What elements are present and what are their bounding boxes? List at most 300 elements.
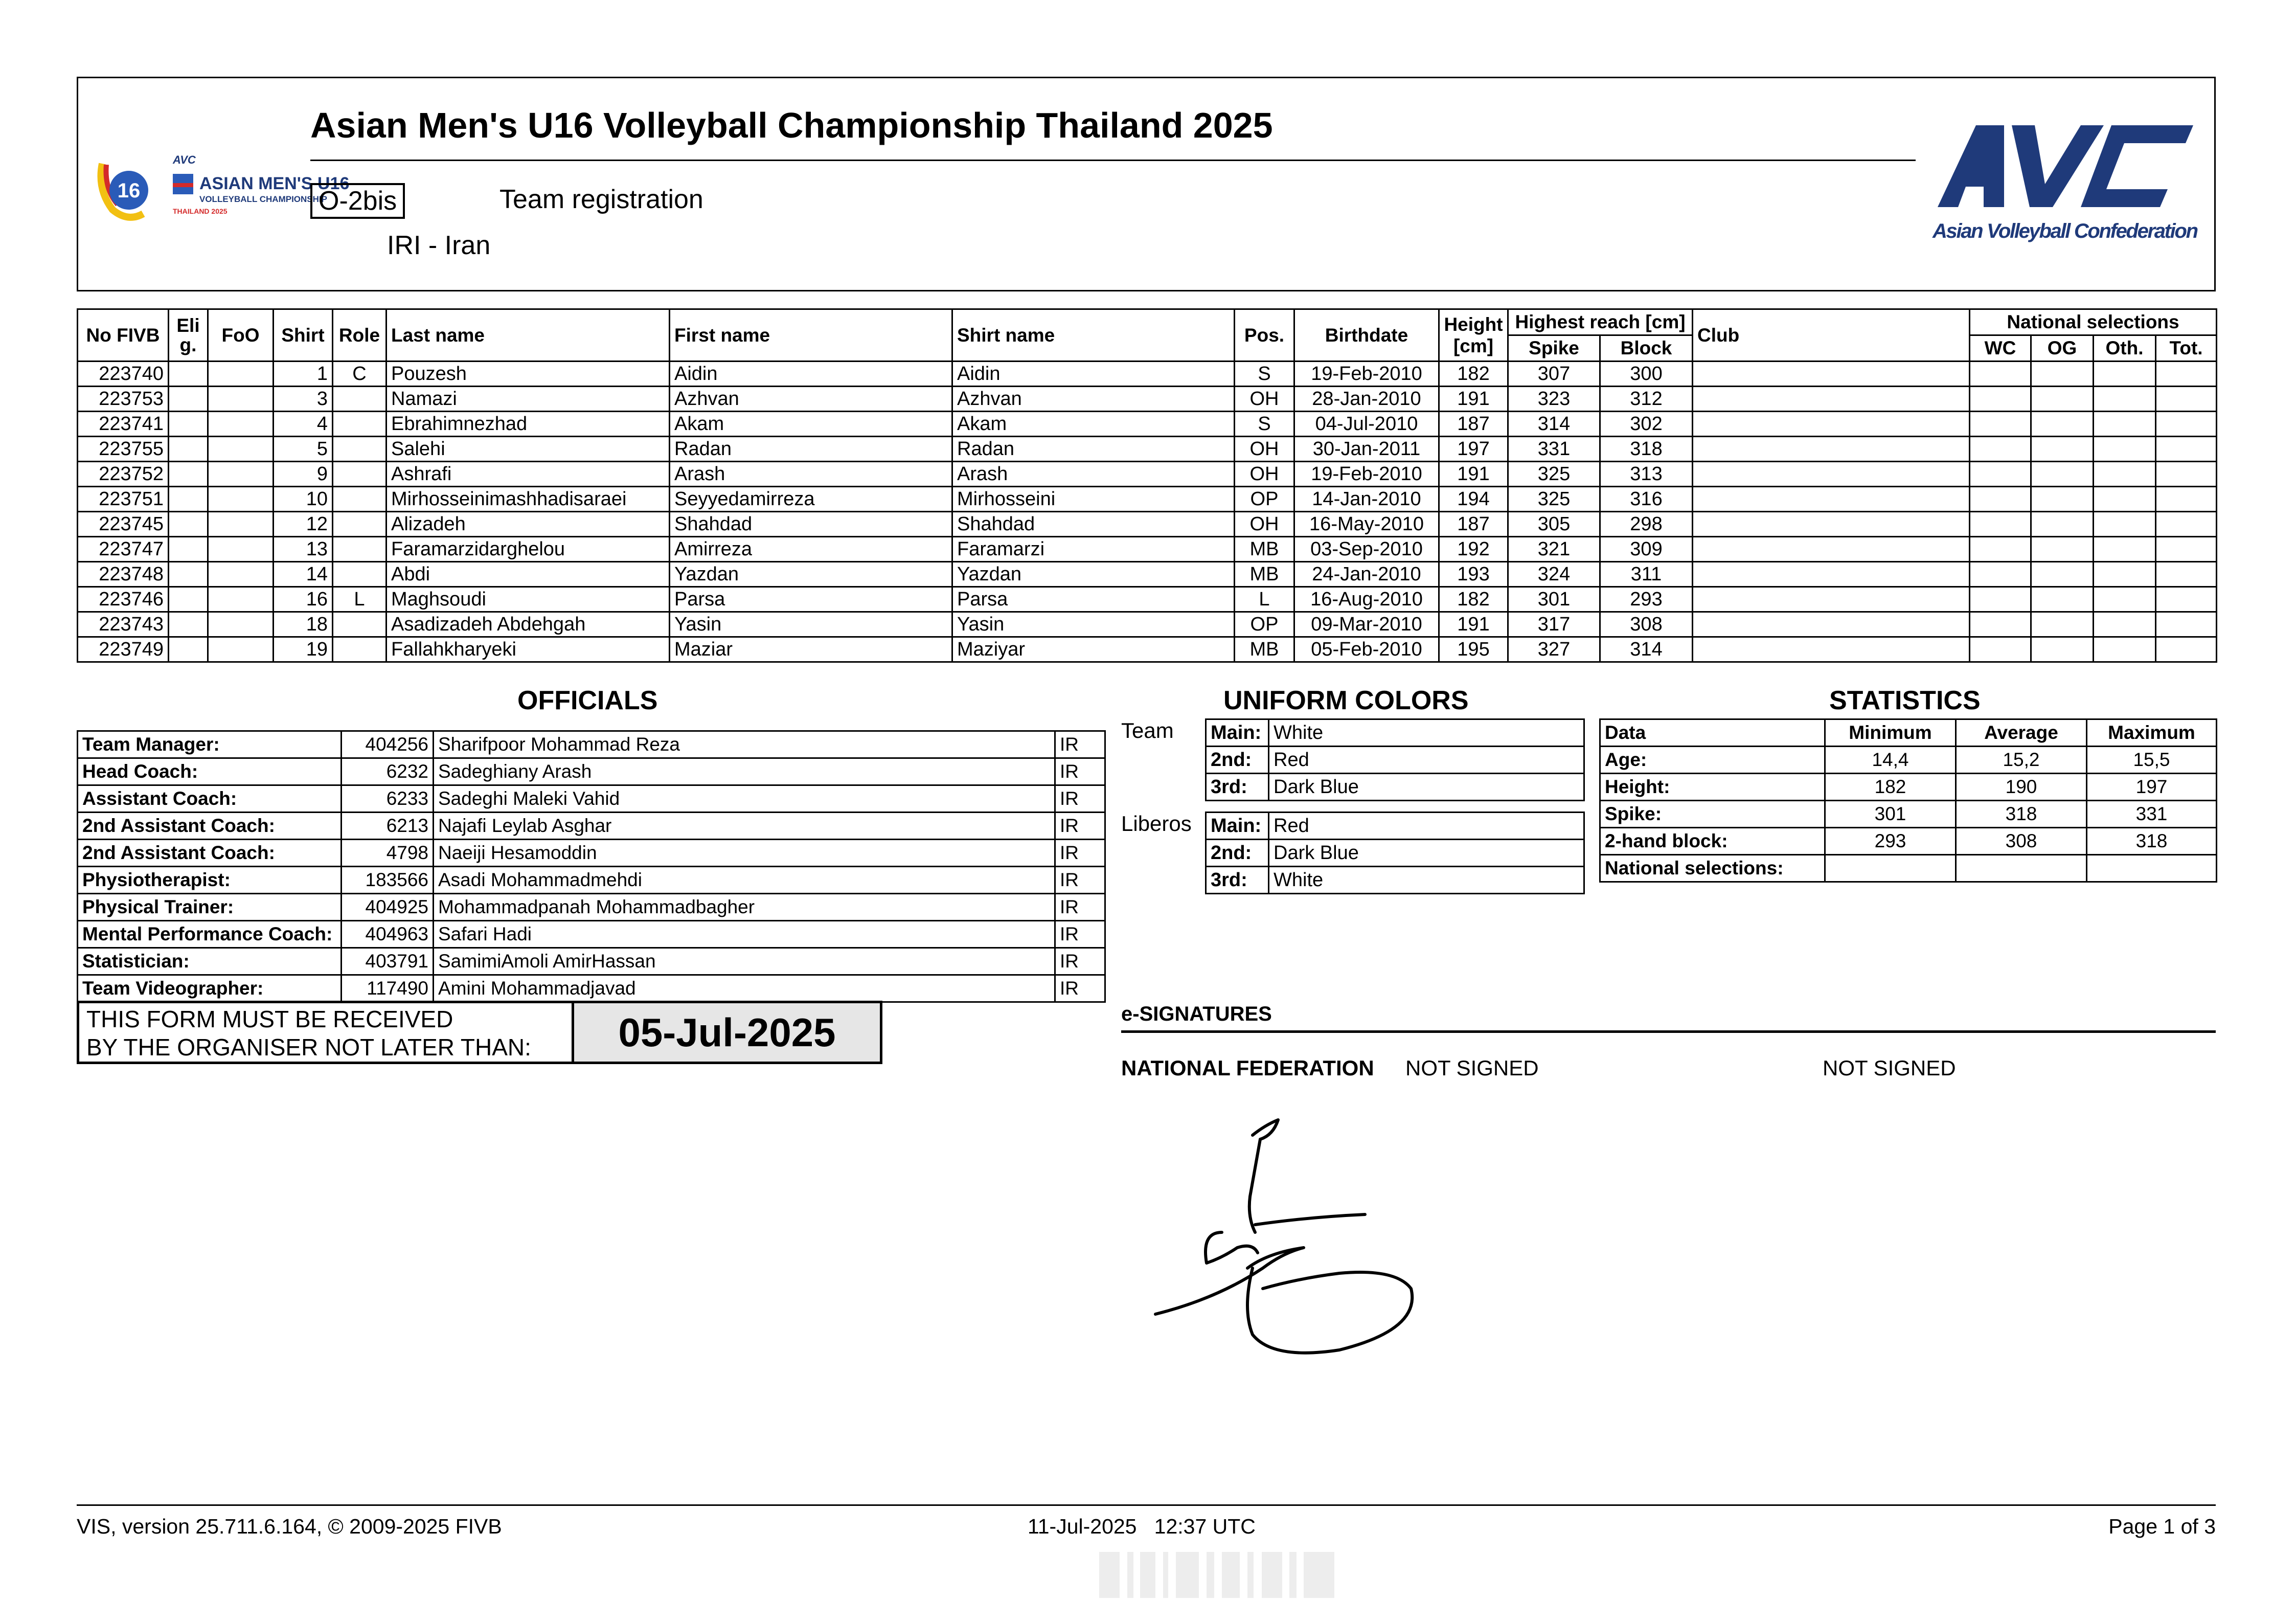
uniform-team-body	[1206, 719, 1584, 801]
statistics-row	[1600, 828, 2217, 855]
official-id: 183566	[342, 867, 434, 894]
player-og-cell	[2031, 487, 2094, 512]
player-elig	[169, 562, 208, 587]
federation-status-2: NOT SIGNED	[1823, 1056, 1956, 1080]
player-row	[78, 437, 2217, 462]
player-og-cell	[2031, 362, 2094, 387]
player-role	[333, 512, 387, 537]
player-foo	[208, 537, 274, 562]
deadline-date: 05-Jul-2025	[574, 1003, 880, 1062]
official-id: 404256	[342, 731, 434, 758]
player-height: 187	[1439, 512, 1508, 537]
form-code: O-2bis	[310, 183, 405, 219]
official-id: 117490	[342, 975, 434, 1002]
uniform-liberos-table	[1205, 812, 1585, 894]
player-wc-cell	[1970, 412, 2031, 437]
stats-col-avg: Average	[1956, 719, 2087, 747]
player-tot-cell	[2156, 412, 2217, 437]
player-position: OH	[1235, 512, 1294, 537]
player-og-cell	[2031, 612, 2094, 637]
player-fivb-no: 223746	[78, 587, 169, 612]
official-role: 2nd Assistant Coach:	[78, 813, 342, 840]
player-height: 191	[1439, 387, 1508, 412]
player-position: L	[1235, 587, 1294, 612]
uniform-color: Dark Blue	[1269, 774, 1584, 801]
player-oth-cell	[2094, 537, 2156, 562]
player-shirt: 10	[274, 487, 333, 512]
uniform-color: White	[1269, 867, 1584, 894]
player-position: MB	[1235, 637, 1294, 662]
player-tot-cell	[2156, 512, 2217, 537]
player-shirt-name: Mirhosseini	[952, 487, 1235, 512]
stat-maximum: 15,5	[2087, 747, 2217, 774]
player-row	[78, 387, 2217, 412]
stats-col-min: Minimum	[1825, 719, 1956, 747]
player-block: 314	[1600, 637, 1693, 662]
official-row	[78, 867, 1105, 894]
player-foo	[208, 637, 274, 662]
uniform-slot: 2nd:	[1206, 840, 1269, 867]
stat-average: 308	[1956, 828, 2087, 855]
player-role	[333, 487, 387, 512]
player-wc-cell	[1970, 512, 2031, 537]
player-oth-cell	[2094, 612, 2156, 637]
player-oth-cell	[2094, 487, 2156, 512]
official-nationality: IR	[1055, 840, 1105, 867]
player-oth-cell	[2094, 562, 2156, 587]
player-height: 195	[1439, 637, 1508, 662]
player-row	[78, 412, 2217, 437]
official-role: Statistician:	[78, 948, 342, 975]
stat-average: 318	[1956, 801, 2087, 828]
stat-maximum: 331	[2087, 801, 2217, 828]
player-shirt-name: Arash	[952, 462, 1235, 487]
player-first-name: Arash	[670, 462, 952, 487]
footer-timestamp: 11-Jul-2025 12:37 UTC	[1028, 1515, 1256, 1538]
player-elig	[169, 437, 208, 462]
player-last-name: Namazi	[387, 387, 670, 412]
player-shirt: 5	[274, 437, 333, 462]
stat-label: 2-hand block:	[1600, 828, 1825, 855]
player-elig	[169, 462, 208, 487]
stat-maximum: 197	[2087, 774, 2217, 801]
player-birthdate: 30-Jan-2011	[1294, 437, 1439, 462]
player-position: OH	[1235, 462, 1294, 487]
official-id: 6233	[342, 785, 434, 813]
player-first-name: Parsa	[670, 587, 952, 612]
uniform-row	[1206, 813, 1584, 840]
player-block: 313	[1600, 462, 1693, 487]
player-shirt-name: Maziyar	[952, 637, 1235, 662]
footer-version: VIS, version 25.711.6.164, © 2009-2025 FIVB	[77, 1515, 502, 1538]
uniform-slot: Main:	[1206, 719, 1269, 747]
handwritten-signature	[1145, 1115, 1431, 1365]
player-last-name: Abdi	[387, 562, 670, 587]
player-shirt-name: Radan	[952, 437, 1235, 462]
player-position: MB	[1235, 537, 1294, 562]
player-row	[78, 562, 2217, 587]
player-birthdate: 04-Jul-2010	[1294, 412, 1439, 437]
player-tot-cell	[2156, 487, 2217, 512]
player-og-cell	[2031, 562, 2094, 587]
official-row	[78, 840, 1105, 867]
event-logo-badge: 16	[117, 179, 141, 202]
official-id: 6213	[342, 813, 434, 840]
player-block: 293	[1600, 587, 1693, 612]
stat-label: Spike:	[1600, 801, 1825, 828]
col-last-name: Last name	[387, 309, 670, 362]
uniform-row	[1206, 719, 1584, 747]
player-block: 309	[1600, 537, 1693, 562]
avc-logo-caption: Asian Volleyball Confederation	[1933, 220, 2198, 242]
player-row	[78, 462, 2217, 487]
official-name: Naeiji Hesamoddin	[434, 840, 1055, 867]
uniform-slot: 3rd:	[1206, 867, 1269, 894]
player-oth-cell	[2094, 387, 2156, 412]
official-name: Amini Mohammadjavad	[434, 975, 1055, 1002]
player-foo	[208, 437, 274, 462]
player-club-cell	[1693, 487, 1970, 512]
player-birthdate: 09-Mar-2010	[1294, 612, 1439, 637]
player-club-cell	[1693, 612, 1970, 637]
player-og-cell	[2031, 462, 2094, 487]
player-tot-cell	[2156, 587, 2217, 612]
player-first-name: Akam	[670, 412, 952, 437]
official-id: 6232	[342, 758, 434, 785]
official-row	[78, 758, 1105, 785]
player-fivb-no: 223740	[78, 362, 169, 387]
player-wc-cell	[1970, 537, 2031, 562]
official-name: Asadi Mohammadmehdi	[434, 867, 1055, 894]
player-shirt: 18	[274, 612, 333, 637]
player-elig	[169, 512, 208, 537]
player-height: 193	[1439, 562, 1508, 587]
player-wc-cell	[1970, 562, 2031, 587]
player-spike: 331	[1508, 437, 1600, 462]
player-birthdate: 28-Jan-2010	[1294, 387, 1439, 412]
official-nationality: IR	[1055, 894, 1105, 921]
player-spike: 321	[1508, 537, 1600, 562]
player-spike: 317	[1508, 612, 1600, 637]
official-row	[78, 894, 1105, 921]
official-row	[78, 948, 1105, 975]
esignatures-rule	[1121, 1030, 2216, 1033]
official-role: Mental Performance Coach:	[78, 921, 342, 948]
officials-title: OFFICIALS	[517, 686, 658, 715]
official-name: Sadeghi Maleki Vahid	[434, 785, 1055, 813]
player-elig	[169, 537, 208, 562]
official-nationality: IR	[1055, 758, 1105, 785]
player-og-cell	[2031, 412, 2094, 437]
player-first-name: Amirreza	[670, 537, 952, 562]
player-position: S	[1235, 362, 1294, 387]
deadline-text	[79, 1003, 574, 1062]
stat-minimum: 301	[1825, 801, 1956, 828]
deadline-line1: THIS FORM MUST BE RECEIVED	[86, 1006, 453, 1032]
player-oth-cell	[2094, 637, 2156, 662]
official-nationality: IR	[1055, 785, 1105, 813]
player-spike: 323	[1508, 387, 1600, 412]
player-og-cell	[2031, 637, 2094, 662]
player-spike: 301	[1508, 587, 1600, 612]
uniform-row	[1206, 747, 1584, 774]
player-row	[78, 487, 2217, 512]
statistics-row	[1600, 774, 2217, 801]
player-og-cell	[2031, 537, 2094, 562]
stats-col-data: Data	[1600, 719, 1825, 747]
col-elig: Eli g.	[169, 309, 208, 362]
stat-average	[1956, 855, 2087, 882]
uniform-color: Red	[1269, 747, 1584, 774]
player-club-cell	[1693, 537, 1970, 562]
uniform-row	[1206, 774, 1584, 801]
stat-minimum: 182	[1825, 774, 1956, 801]
player-spike: 325	[1508, 462, 1600, 487]
official-id: 404925	[342, 894, 434, 921]
player-last-name: Maghsoudi	[387, 587, 670, 612]
official-nationality: IR	[1055, 948, 1105, 975]
player-height: 182	[1439, 587, 1508, 612]
official-role: Team Videographer:	[78, 975, 342, 1002]
player-spike: 314	[1508, 412, 1600, 437]
player-birthdate: 16-May-2010	[1294, 512, 1439, 537]
player-oth-cell	[2094, 462, 2156, 487]
player-tot-cell	[2156, 537, 2217, 562]
player-fivb-no: 223745	[78, 512, 169, 537]
col-pos: Pos.	[1235, 309, 1294, 362]
uniform-team-table	[1205, 718, 1585, 801]
player-first-name: Aidin	[670, 362, 952, 387]
statistics-table	[1599, 718, 2217, 883]
col-tot: Tot.	[2156, 335, 2217, 362]
player-club-cell	[1693, 412, 1970, 437]
player-wc-cell	[1970, 612, 2031, 637]
player-og-cell	[2031, 387, 2094, 412]
player-fivb-no: 223748	[78, 562, 169, 587]
stat-minimum	[1825, 855, 1956, 882]
player-club-cell	[1693, 387, 1970, 412]
player-shirt-name: Yazdan	[952, 562, 1235, 587]
player-elig	[169, 362, 208, 387]
uniform-row	[1206, 840, 1584, 867]
statistics-title: STATISTICS	[1829, 686, 1981, 715]
player-og-cell	[2031, 437, 2094, 462]
player-birthdate: 24-Jan-2010	[1294, 562, 1439, 587]
official-id: 403791	[342, 948, 434, 975]
official-role: Head Coach:	[78, 758, 342, 785]
official-role: Physiotherapist:	[78, 867, 342, 894]
official-nationality: IR	[1055, 731, 1105, 758]
player-birthdate: 16-Aug-2010	[1294, 587, 1439, 612]
player-birthdate: 05-Feb-2010	[1294, 637, 1439, 662]
officials-body	[78, 731, 1105, 1002]
official-nationality: IR	[1055, 921, 1105, 948]
statistics-body	[1600, 747, 2217, 882]
player-elig	[169, 412, 208, 437]
player-club-cell	[1693, 437, 1970, 462]
player-foo	[208, 487, 274, 512]
title-rule	[310, 160, 1916, 161]
player-role	[333, 612, 387, 637]
player-spike: 325	[1508, 487, 1600, 512]
stat-label: Age:	[1600, 747, 1825, 774]
official-id: 4798	[342, 840, 434, 867]
player-foo	[208, 462, 274, 487]
player-last-name: Pouzesh	[387, 362, 670, 387]
uniform-slot: 2nd:	[1206, 747, 1269, 774]
player-foo	[208, 362, 274, 387]
uniform-liberos-label: Liberos	[1121, 812, 1192, 836]
col-og: OG	[2031, 335, 2094, 362]
player-last-name: Mirhosseinimashhadisaraei	[387, 487, 670, 512]
avc-logo	[1927, 118, 2203, 251]
player-oth-cell	[2094, 437, 2156, 462]
player-club-cell	[1693, 587, 1970, 612]
player-birthdate: 19-Feb-2010	[1294, 362, 1439, 387]
col-foo: FoO	[208, 309, 274, 362]
player-oth-cell	[2094, 412, 2156, 437]
player-position: MB	[1235, 562, 1294, 587]
player-position: OP	[1235, 612, 1294, 637]
col-first-name: First name	[670, 309, 952, 362]
player-block: 302	[1600, 412, 1693, 437]
player-tot-cell	[2156, 462, 2217, 487]
player-height: 191	[1439, 612, 1508, 637]
player-foo	[208, 587, 274, 612]
player-oth-cell	[2094, 587, 2156, 612]
player-oth-cell	[2094, 512, 2156, 537]
stat-maximum: 318	[2087, 828, 2217, 855]
players-table	[77, 308, 2217, 663]
player-role	[333, 462, 387, 487]
player-first-name: Seyyedamirreza	[670, 487, 952, 512]
player-row	[78, 612, 2217, 637]
official-role: Physical Trainer:	[78, 894, 342, 921]
official-row	[78, 731, 1105, 758]
uniform-title: UNIFORM COLORS	[1223, 686, 1469, 715]
player-role	[333, 537, 387, 562]
col-club: Club	[1693, 309, 1970, 362]
player-spike: 305	[1508, 512, 1600, 537]
player-tot-cell	[2156, 612, 2217, 637]
statistics-row	[1600, 747, 2217, 774]
col-shirt-name: Shirt name	[952, 309, 1235, 362]
uniform-row	[1206, 867, 1584, 894]
player-row	[78, 362, 2217, 387]
col-highest-reach: Highest reach [cm]	[1508, 309, 1693, 335]
player-position: OH	[1235, 437, 1294, 462]
official-name: Mohammadpanah Mohammadbagher	[434, 894, 1055, 921]
player-role	[333, 387, 387, 412]
esignatures-title: e-SIGNATURES	[1121, 1003, 1272, 1025]
event-title: Asian Men's U16 Volleyball Championship Thailand 2025	[310, 105, 1273, 145]
player-role	[333, 412, 387, 437]
player-role	[333, 637, 387, 662]
player-row	[78, 537, 2217, 562]
player-club-cell	[1693, 362, 1970, 387]
col-role: Role	[333, 309, 387, 362]
official-row	[78, 813, 1105, 840]
uniform-slot: Main:	[1206, 813, 1269, 840]
player-shirt-name: Azhvan	[952, 387, 1235, 412]
uniform-liberos-body	[1206, 813, 1584, 894]
player-fivb-no: 223751	[78, 487, 169, 512]
player-wc-cell	[1970, 387, 2031, 412]
player-tot-cell	[2156, 362, 2217, 387]
col-birthdate: Birthdate	[1294, 309, 1439, 362]
player-last-name: Faramarzidarghelou	[387, 537, 670, 562]
col-national-selections: National selections	[1970, 309, 2217, 335]
player-first-name: Yazdan	[670, 562, 952, 587]
player-last-name: Alizadeh	[387, 512, 670, 537]
player-shirt-name: Yasin	[952, 612, 1235, 637]
deadline-line2: BY THE ORGANISER NOT LATER THAN:	[86, 1034, 531, 1061]
player-tot-cell	[2156, 437, 2217, 462]
official-name: Najafi Leylab Asghar	[434, 813, 1055, 840]
player-elig	[169, 387, 208, 412]
player-shirt: 3	[274, 387, 333, 412]
player-shirt-name: Parsa	[952, 587, 1235, 612]
player-shirt: 13	[274, 537, 333, 562]
player-first-name: Maziar	[670, 637, 952, 662]
official-row	[78, 975, 1105, 1002]
player-position: OP	[1235, 487, 1294, 512]
player-spike: 307	[1508, 362, 1600, 387]
player-height: 194	[1439, 487, 1508, 512]
footer-rule	[77, 1504, 2216, 1506]
uniform-color: Dark Blue	[1269, 840, 1584, 867]
player-foo	[208, 612, 274, 637]
player-last-name: Fallahkharyeki	[387, 637, 670, 662]
player-tot-cell	[2156, 387, 2217, 412]
player-block: 316	[1600, 487, 1693, 512]
player-row	[78, 512, 2217, 537]
player-elig	[169, 637, 208, 662]
player-wc-cell	[1970, 487, 2031, 512]
player-block: 298	[1600, 512, 1693, 537]
stat-maximum	[2087, 855, 2217, 882]
player-height: 197	[1439, 437, 1508, 462]
uniform-team-label: Team	[1121, 718, 1174, 742]
event-logo-avc: AVC	[173, 153, 196, 166]
player-block: 311	[1600, 562, 1693, 587]
player-fivb-no: 223755	[78, 437, 169, 462]
player-shirt-name: Faramarzi	[952, 537, 1235, 562]
player-first-name: Yasin	[670, 612, 952, 637]
player-club-cell	[1693, 637, 1970, 662]
uniform-slot: 3rd:	[1206, 774, 1269, 801]
officials-table	[77, 730, 1106, 1003]
faded-barcode	[1099, 1547, 1345, 1603]
official-id: 404963	[342, 921, 434, 948]
player-fivb-no: 223753	[78, 387, 169, 412]
official-name: Safari Hadi	[434, 921, 1055, 948]
form-name: Team registration	[499, 185, 703, 214]
player-role: L	[333, 587, 387, 612]
player-oth-cell	[2094, 362, 2156, 387]
player-first-name: Shahdad	[670, 512, 952, 537]
player-shirt-name: Shahdad	[952, 512, 1235, 537]
player-role	[333, 437, 387, 462]
col-block: Block	[1600, 335, 1693, 362]
player-last-name: Ebrahimnezhad	[387, 412, 670, 437]
player-last-name: Salehi	[387, 437, 670, 462]
player-shirt: 12	[274, 512, 333, 537]
player-block: 318	[1600, 437, 1693, 462]
player-club-cell	[1693, 562, 1970, 587]
player-birthdate: 03-Sep-2010	[1294, 537, 1439, 562]
stat-label: Height:	[1600, 774, 1825, 801]
